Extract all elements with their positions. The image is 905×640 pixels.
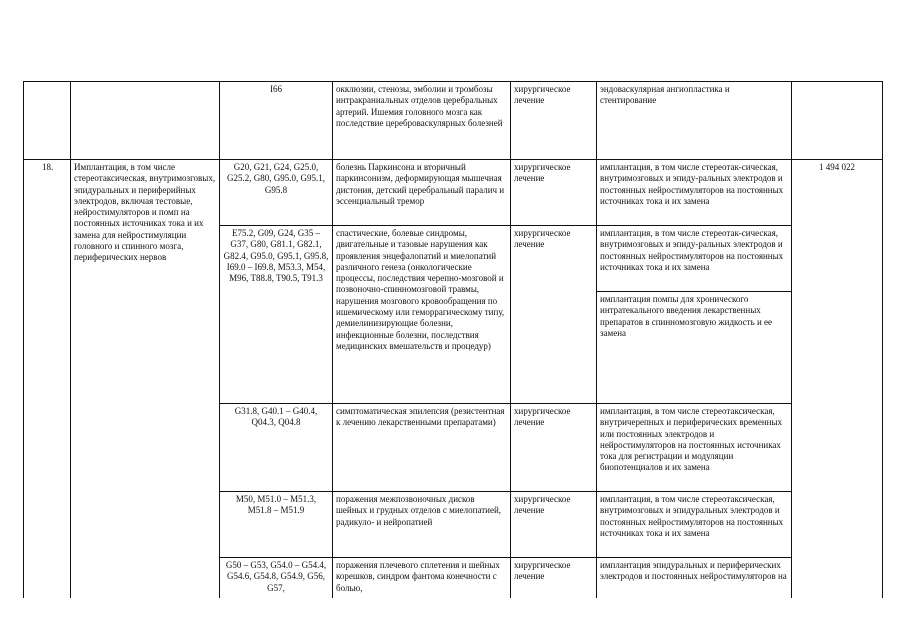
treatment-type: хирургическое лечение [511,82,597,160]
treatment-method: эндоваскулярная ангиопластика и стентирование [597,82,792,160]
price: 1 494 022 [792,160,883,598]
treatment-method: имплантация эпидуральных и периферических электродов и постоянных нейростимуляторов на [597,558,792,598]
row-number [24,82,71,160]
table-row [24,82,883,160]
disease-description: симптоматическая эпилепсия (резистентная к лечению лекарственными препаратами) [333,404,511,492]
row-number: 18. [24,160,71,598]
treatment-type: хирургическое лечение [511,558,597,598]
treatment-method: имплантация, в том числе стереотак-сическая, внутримозговых и эпиду-ральных электродов и постоянных нейростимуляторов на постоянных источниках тока и их замена [597,226,792,292]
treatment-type: хирургическое лечение [511,492,597,558]
treatment-type: хирургическое лечение [511,226,597,404]
treatment-method: имплантация, в том числе стереотаксическая, внутримозговых и эпидуральных электродов и постоянных нейростимуляторов на постоянных источниках тока и их замена [597,492,792,558]
table-row [24,160,883,226]
disease-description: поражения плечевого сплетения и шейных корешков, синдром фантома конечности с болью, [333,558,511,598]
treatment-type: хирургическое лечение [511,404,597,492]
treatment-method: имплантация помпы для хронического интратекального введения лекарственных препаратов в спинномозговую жидкость и ее замена [597,292,792,404]
treatment-method: имплантация, в том числе стереотаксическая, внутричерепных и периферических временных или постоянных электродов и нейростимуляторов на постоянных источниках тока для регистрации и модуляции биопотенциалов и их замена [597,404,792,492]
icd-codes: G20, G21, G24, G25.0, G25.2, G80, G95.0, G95.1, G95.8 [220,160,333,226]
icd-codes: E75.2, G09, G24, G35 – G37, G80, G81.1, G82.1, G82.4, G95.0, G95.1, G95.8, I69.0 – I69.8, M53.3, M54, M96, T88.8, T90.5, T91.3 [220,226,333,404]
disease-description: болезнь Паркинсона и вторичный паркинсонизм, деформирующая мышечная дистония, детский церебральный паралич и эссенциальный тремор [333,160,511,226]
medical-procedures-table [23,81,883,598]
disease-description: поражения межпозвоночных дисков шейных и грудных отделов с миелопатией, радикуло- и нейропатией [333,492,511,558]
icd-codes: G31.8, G40.1 – G40.4, Q04.3, Q04.8 [220,404,333,492]
treatment-type: хирургическое лечение [511,160,597,226]
disease-description: спастические, болевые синдромы, двигательные и тазовые нарушения как проявления энцефалопатий и миелопатий различного генеза (онкологические процессы, последствия черепно-мозговой и позвоночно-спинномозговой травмы, нарушения мозгового кровообращения по ишемическому или геморрагическому типу, демиелинизирующие болезни, инфекционные болезни, последствия медицинских вмешательств и процедур) [333,226,511,404]
disease-description: окклюзии, стенозы, эмболии и тромбозы интракраниальных отделов церебральных артерий. Ишемия головного мозга как последствие цереброваскулярных болезней [333,82,511,160]
procedure-name [71,82,220,160]
icd-codes: M50, M51.0 – M51.3, M51.8 – M51.9 [220,492,333,558]
treatment-method: имплантация, в том числе стереотак-сическая, внутримозговых и эпиду-ральных электродов и постоянных нейростимуляторов на постоянных источниках тока и их замена [597,160,792,226]
price [792,82,883,160]
icd-codes: I66 [220,82,333,160]
procedure-name: Имплантация, в том числе стереотаксическая, внутримозговых, эпидуральных и периферийных электродов, включая тестовые, нейростимуляторов и помп на постоянных источниках тока и их замена для нейростимуляции головного и спинного мозга, периферических нервов [71,160,220,598]
icd-codes: G50 – G53, G54.0 – G54.4, G54.6, G54.8, G54.9, G56, G57, [220,558,333,598]
